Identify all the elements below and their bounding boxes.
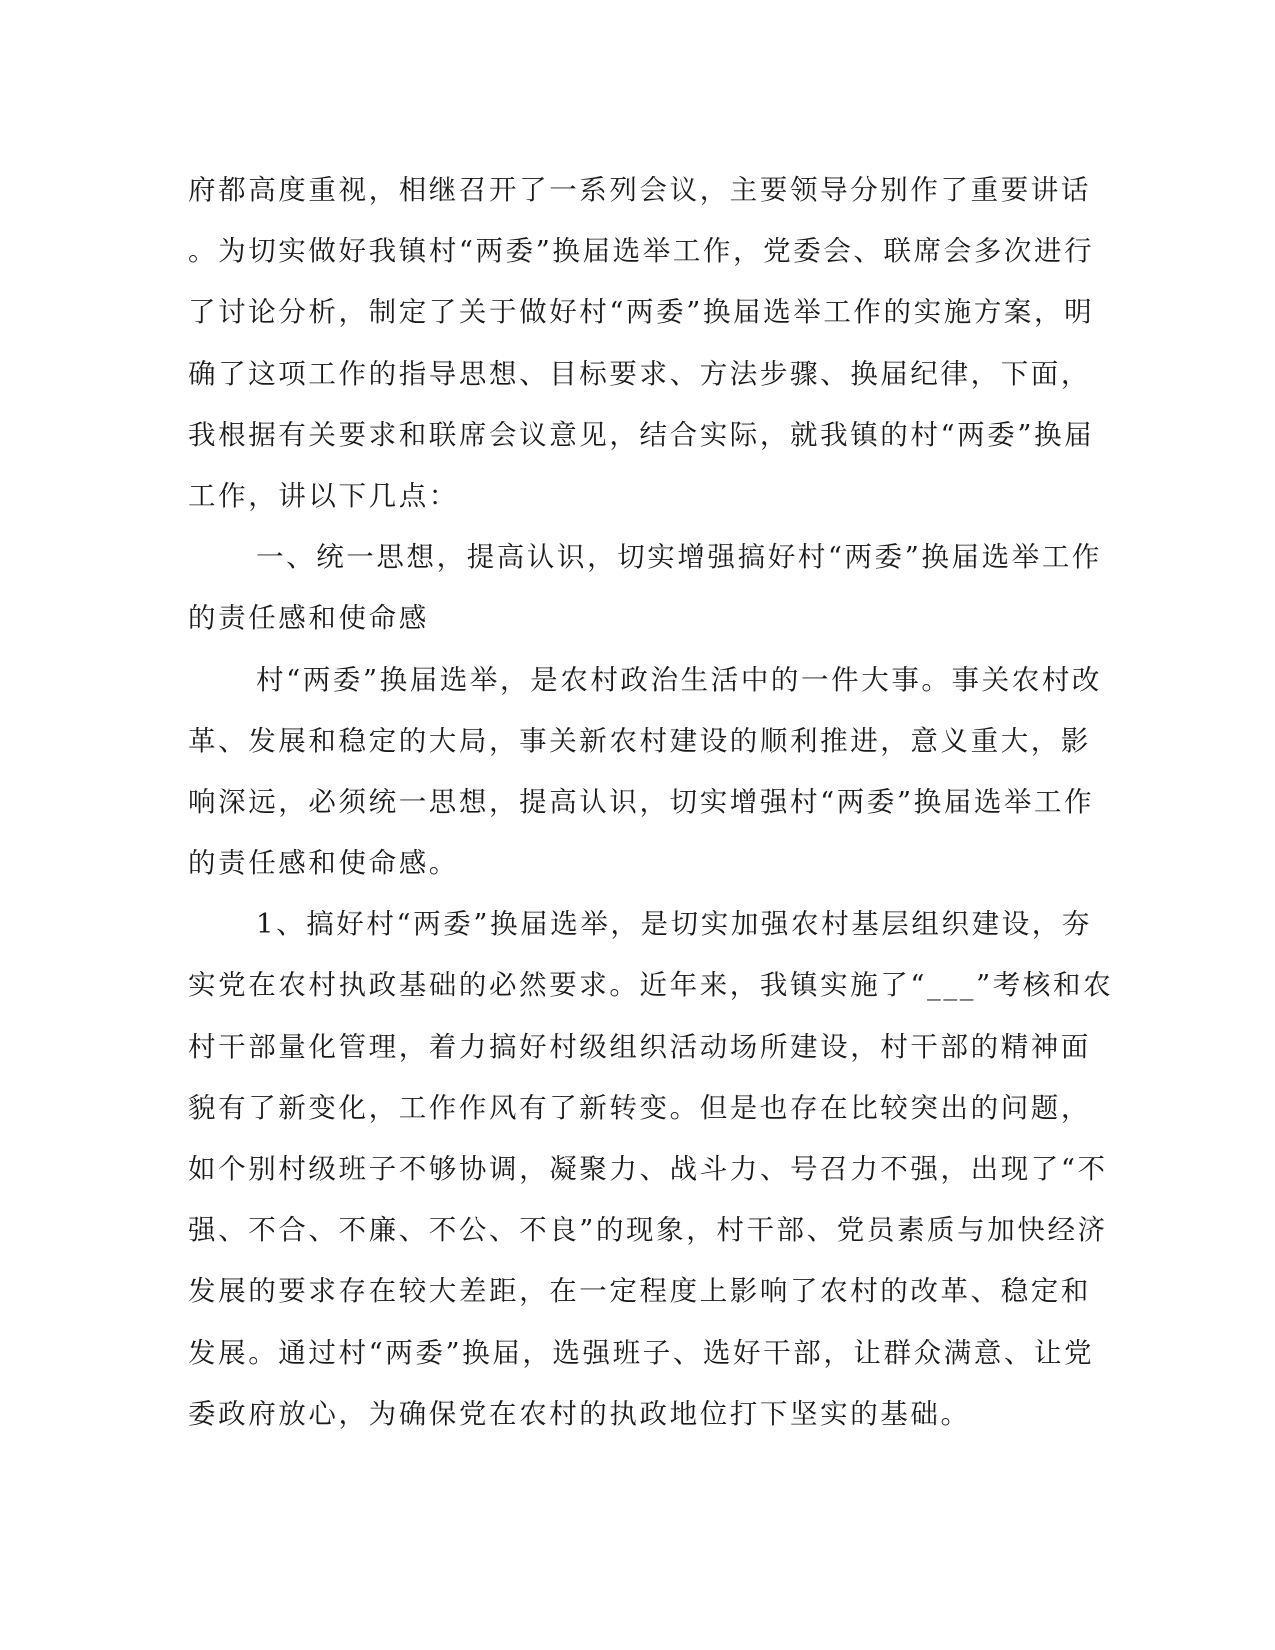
text-line: 革、发展和稳定的大局，事关新农村建设的顺利推进，意义重大，影 — [188, 724, 1091, 757]
text-line: 发展。通过村“两委”换届，选强班子、选好干部，让群众满意、让党 — [188, 1336, 1095, 1369]
text-line: 村“两委”换届选举，是农村政治生活中的一件大事。事关农村改 — [256, 663, 1103, 696]
text-line: 府都高度重视，相继召开了一系列会议，主要领导分别作了重要讲话 — [188, 174, 1091, 206]
document-body — [188, 160, 1114, 1445]
text-line: 工作，讲以下几点： — [188, 479, 459, 512]
text-line: 我根据有关要求和联席会议意见，结合实际，就我镇的村“两委”换届 — [188, 418, 1095, 451]
text-line: 村干部量化管理，着力搞好村级组织活动场所建设，村干部的精神面 — [188, 1030, 1091, 1063]
text-line: 的责任感和使命感。 — [188, 847, 459, 880]
text-line: 委政府放心，为确保党在农村的执政地位打下坚实的基础。 — [188, 1397, 971, 1430]
text-line: 貌有了新变化，工作作风有了新转变。但是也存在比较突出的问题， — [188, 1091, 1091, 1124]
section-heading-line: 一、统一思想，提高认识，切实增强搞好村“两委”换届选举工作 — [256, 541, 1103, 574]
text-line: 如个别村级班子不够协调，凝聚力、战斗力、号召力不强，出现了“不 — [188, 1153, 1108, 1185]
text-line: 1、搞好村“两委”换届选举，是切实加强农村基层组织建设，夯 — [256, 908, 1093, 941]
text-line: 。为切实做好我镇村“两委”换届选举工作，党委会、联席会多次进行 — [188, 235, 1095, 268]
text-line: 发展的要求存在较大差距，在一定程度上影响了农村的改革、稳定和 — [188, 1275, 1091, 1308]
text-line: 响深远，必须统一思想，提高认识，切实增强村“两委”换届选举工作 — [188, 785, 1095, 818]
text-line: 确了这项工作的指导思想、目标要求、方法步骤、换届纪律，下面， — [188, 357, 1091, 390]
text-line: 强、不合、不廉、不公、不良”的现象，村干部、党员素质与加快经济 — [188, 1214, 1108, 1247]
text-line: 了讨论分析，制定了关于做好村“两委”换届选举工作的实施方案，明 — [188, 296, 1095, 329]
section-heading-line: 的责任感和使命感 — [188, 602, 429, 635]
text-line: 实党在农村执政基础的必然要求。近年来，我镇实施了“___”考核和农 — [188, 969, 1114, 1002]
